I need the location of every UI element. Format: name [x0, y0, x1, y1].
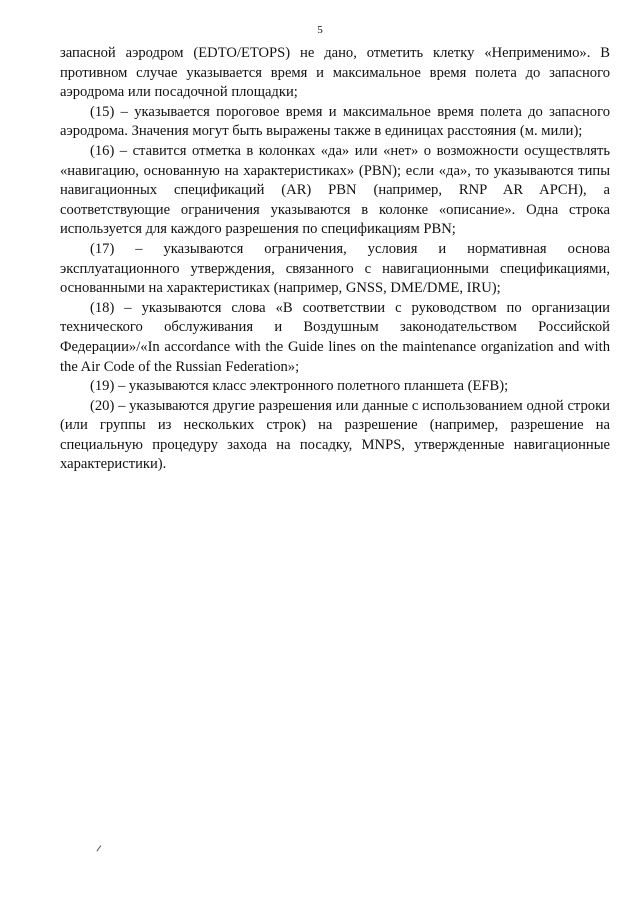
paragraph-item-19: (19) – указываются класс электронного полетного планшета (EFB);	[90, 378, 509, 395]
document-body	[60, 44, 610, 475]
paragraph-item-17: (17) – указываются ограничения, условия и нормативная основа эксплуатационного утверждения, связанного с навигационными спецификациями, основанными на характеристиках (например, GNSS, DME/DME, IRU);	[60, 240, 610, 297]
page-number: 5	[317, 24, 323, 36]
paragraph-continuation: запасной аэродром (EDTO/ETOPS) не дано, отметить клетку «Неприменимо». В противном случае указывается время и максимальное время полета до запасного аэродрома или посадочной площадки;	[60, 45, 610, 101]
paragraph-item-16: (16) – ставится отметка в колонках «да» или «нет» о возможности осуществлять «навигацию, основанную на характеристиках» (PBN); если «да», то указываются типы навигационных спецификаций (AR) PBN (например, RNP AR APCH), а соответствующие ограничения указываются в колонке «описание». Одна строка используется для каждого разрешения по спецификациям PBN;	[60, 142, 610, 238]
scan-artifact-mark	[96, 845, 104, 854]
paragraph-item-20: (20) – указываются другие разрешения или данные с использованием одной строки (или группы из нескольких строк) на разрешение (например, разрешение на специальную процедуру захода на посадку, MNPS, утвержденные навигационные характеристики).	[60, 397, 610, 473]
paragraph-item-18: (18) – указываются слова «В соответствии с руководством по организации технического обслуживания и Воздушным законодательством Российской Федерации»/«In accordance with the Guide lines on the maintenance organization and with the Air Code of the Russian Federation»;	[60, 299, 610, 375]
paragraph-item-15: (15) – указывается пороговое время и максимальное время полета до запасного аэродрома. Значения могут быть выражены также в единицах расстояния (м. мили);	[60, 103, 610, 140]
